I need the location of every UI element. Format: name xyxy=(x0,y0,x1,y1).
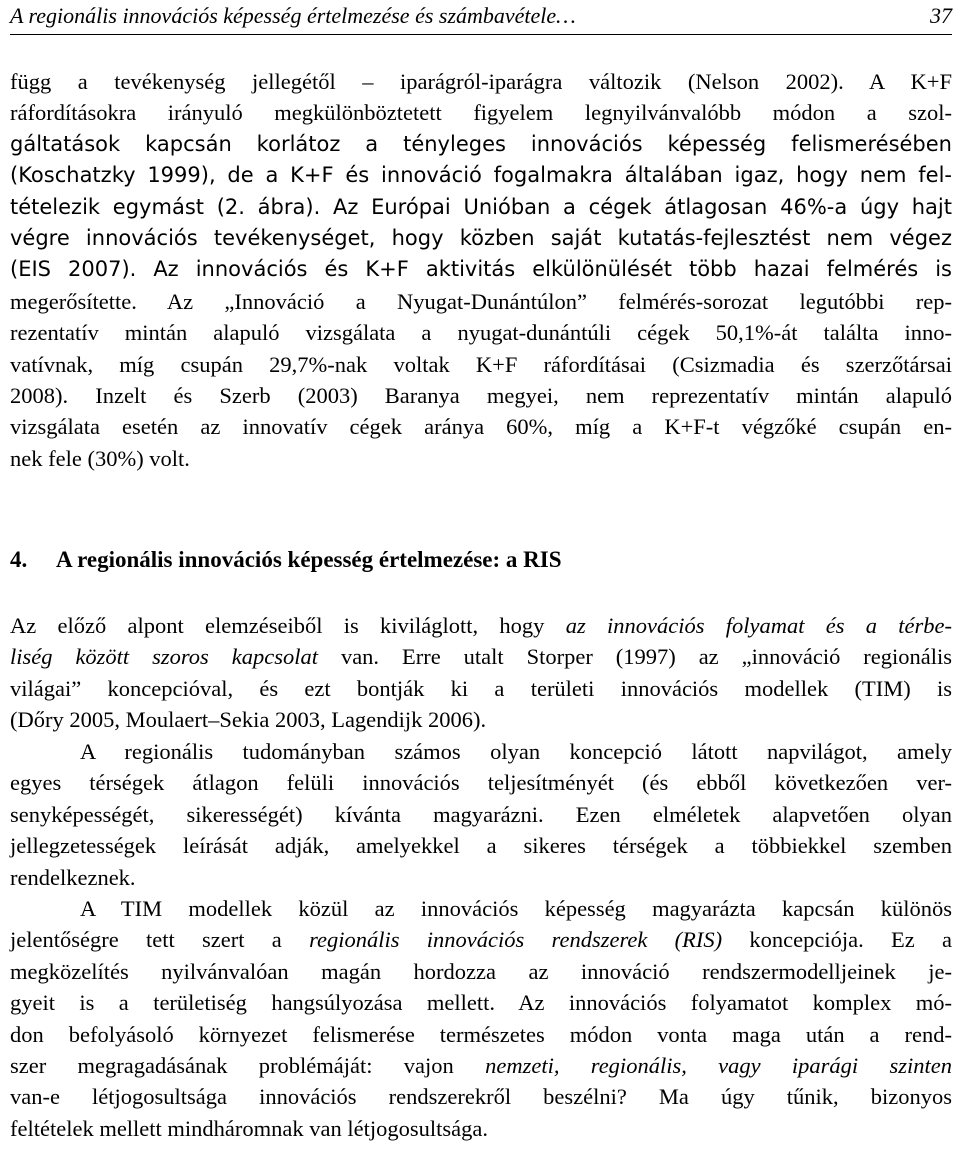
paragraph-3 xyxy=(10,736,952,893)
paragraph-line: rezentatív mintán alapuló vizsgálata a nyugat-dunántúli cégek 50,1%-át találta inno- xyxy=(10,320,952,346)
paragraph-line: jellegzetességek leírását adják, amelyekkel a sikeres térségek a többiekkel szemben xyxy=(10,833,952,859)
paragraph-line: nek fele (30%) volt. xyxy=(10,445,190,471)
paragraph-line: megerősítette. Az „Innováció a Nyugat-Dunántúlon” felmérés-sorozat legutóbbi rep- xyxy=(10,288,952,314)
text-run: koncepciója. Ez a xyxy=(722,927,953,953)
paragraph-4 xyxy=(10,893,952,1144)
paragraph-line: feltételek mellett mindháromnak van létjogosultsága. xyxy=(10,1115,488,1141)
paragraph-line: vizsgálata esetén az innovatív cégek aránya 60%, míg a K+F-t végzőké csupán en- xyxy=(10,414,952,440)
paragraph-line: (Dőry 2005, Moulaert–Sekia 2003, Lagendijk 2006). xyxy=(10,707,487,733)
paragraph-1 xyxy=(10,66,952,474)
paragraph-line: gáltatások kapcsán korlátoz a tényleges innovációs képesség felismerésében xyxy=(10,131,952,156)
paragraph-line: függ a tevékenység jellegétől – iparágról-iparágra változik (Nelson 2002). A K+F xyxy=(10,69,952,94)
paragraph-line: világai” koncepcióval, és ezt bontják ki a területi innovációs modellek (TIM) is xyxy=(10,675,952,701)
emphasis-text: liség között szoros kapcsolat xyxy=(10,644,318,670)
paragraph-line: rendelkeznek. xyxy=(10,864,136,890)
paragraph-line xyxy=(10,1050,952,1081)
paragraph-line xyxy=(10,641,952,672)
paragraph-line: don befolyásoló környezet felismerése természetes módon vonta maga után a rend- xyxy=(10,1021,952,1047)
running-header xyxy=(10,2,952,35)
text-run: van. Erre utalt Storper (1997) az „innováció regionális xyxy=(318,644,952,670)
paragraph-line: A regionális tudományban számos olyan koncepció látott napvilágot, amely xyxy=(80,739,952,764)
paragraph-line: (Koschatzky 1999), de a K+F és innováció fogalmakra általában igaz, hogy nem fel- xyxy=(10,163,952,188)
paragraph-line: vatívnak, míg csupán 29,7%-nak voltak K+F ráfordításai (Csizmadia és szerzőtársai xyxy=(10,351,952,377)
section-number: 4. xyxy=(10,547,28,572)
paragraph-line: ráfordításokra irányuló megkülönböztetett figyelem legnyilvánvalóbb módon a szol- xyxy=(10,100,952,126)
paragraph-line: van-e létjogosultsága innovációs rendszerekről beszélni? Ma úgy tűnik, bizonyos xyxy=(10,1084,952,1110)
paragraph-line: megközelítés nyilvánvalóan magán hordozza az innováció rendszermodelljeinek je- xyxy=(10,958,952,984)
emphasis-text: az innovációs folyamat és a térbe- xyxy=(565,613,952,638)
paragraph-line: gyeit is a területiség hangsúlyozása mellett. Az innovációs folyamatot komplex mó- xyxy=(10,990,952,1016)
page-number: 37 xyxy=(930,3,952,28)
paragraph-line: senyképességét, sikerességét) kívánta magyarázni. Ezen elméletek alapvetően olyan xyxy=(10,801,952,827)
text-run: jelentőségre tett szert a xyxy=(10,927,310,953)
running-header-title: A regionális innovációs képesség értelmezése és számbavétele… xyxy=(10,3,576,28)
section-heading xyxy=(10,544,562,575)
text-run: szer megragadásának problémáját: vajon xyxy=(10,1052,486,1078)
paragraph-2 xyxy=(10,610,952,736)
paragraph-line xyxy=(10,610,952,641)
text-run: Az előző alpont elemzéseiből is kiviláglott, hogy xyxy=(10,613,566,638)
paragraph-line: tételezik egymást (2. ábra). Az Európai Unióban a cégek átlagosan 46%-a úgy hajt xyxy=(10,194,952,219)
section-title: A regionális innovációs képesség értelmezése: a RIS xyxy=(56,547,562,572)
paragraph-line xyxy=(10,924,952,955)
emphasis-text: regionális innovációs rendszerek (RIS) xyxy=(309,927,723,953)
paragraph-line: végre innovációs tevékenységet, hogy közben saját kutatás-fejlesztést nem végez xyxy=(10,225,952,250)
paragraph-line: egyes térségek átlagon felüli innovációs teljesítményét (és ebből következően ver- xyxy=(10,770,952,796)
paragraph-line: A TIM modellek közül az innovációs képesség magyarázta kapcsán különös xyxy=(80,896,952,921)
emphasis-text: nemzeti, regionális, vagy iparági szinten xyxy=(485,1052,952,1078)
paragraph-line: 2008). Inzelt és Szerb (2003) Baranya megyei, nem reprezentatív mintán alapuló xyxy=(10,382,952,408)
paragraph-line: (EIS 2007). Az innovációs és K+F aktivitás elkülönülését több hazai felmérés is xyxy=(10,257,952,282)
